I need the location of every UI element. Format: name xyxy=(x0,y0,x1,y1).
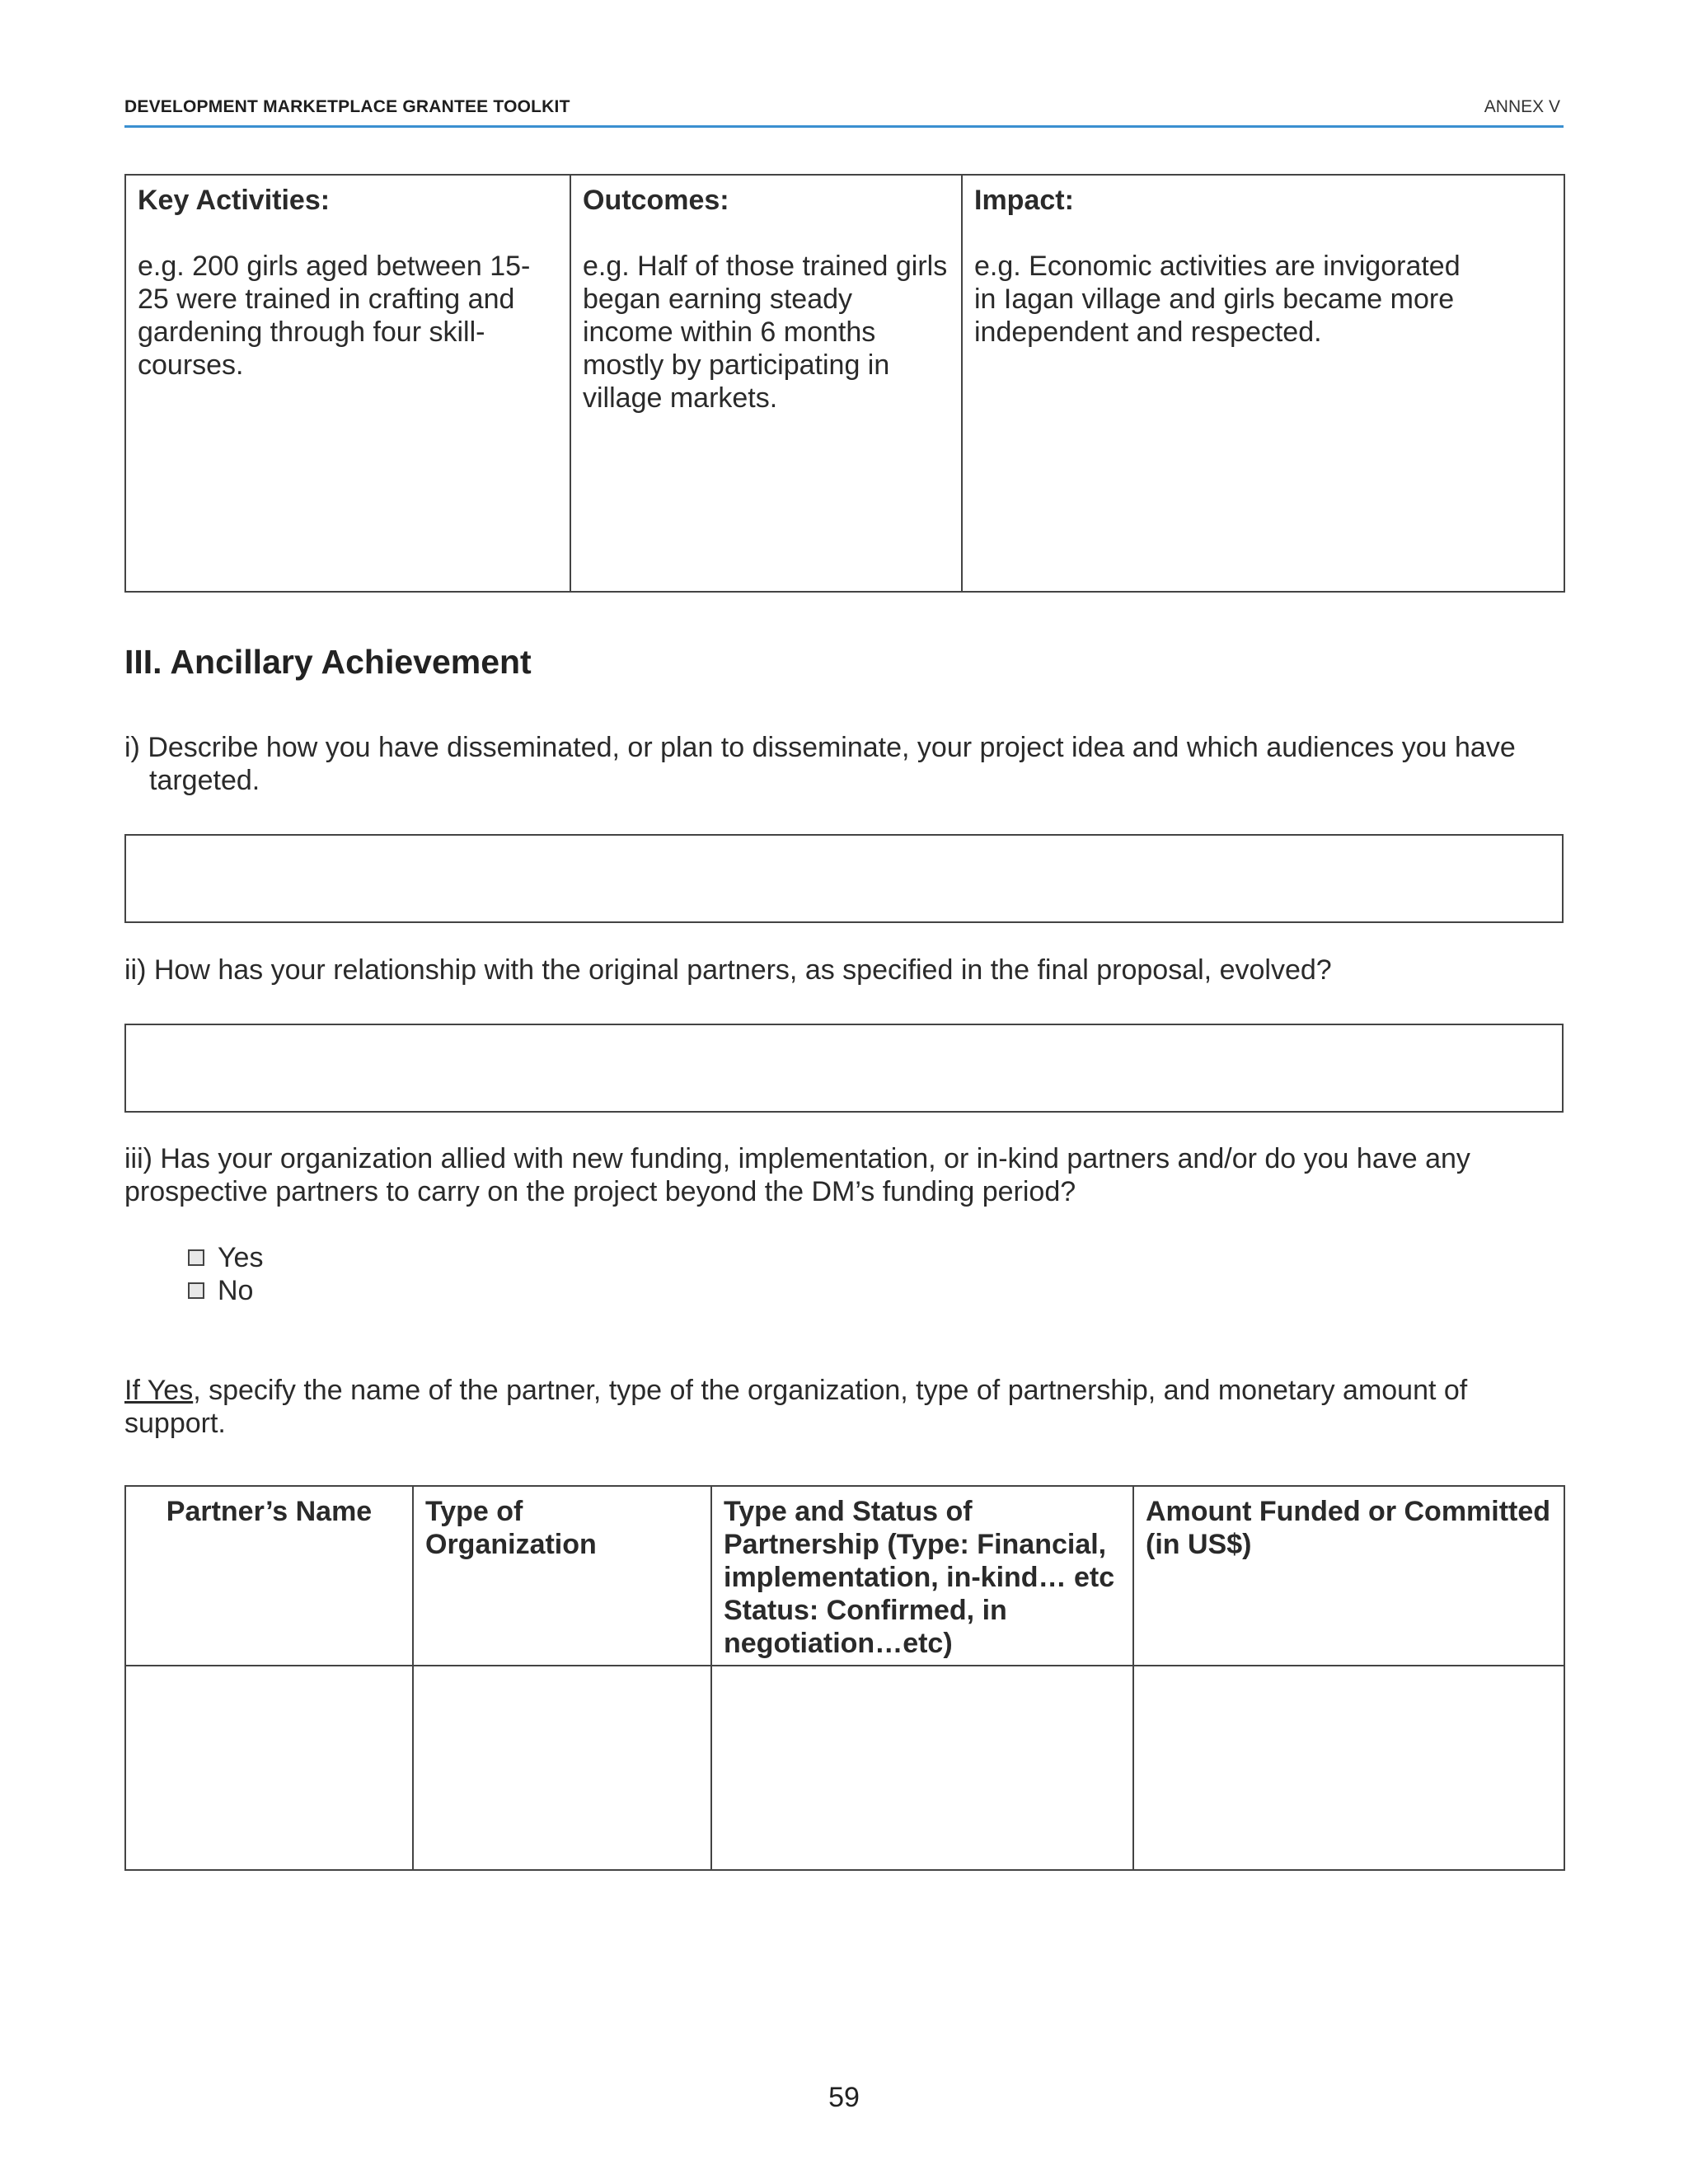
question-2: ii) How has your relationship with the original partners, as specified in the final proposal, evolved? xyxy=(124,954,1332,986)
if-yes-text: , specify the name of the partner, type of the organization, type of partnership, and monetary amount of support. xyxy=(124,1375,1468,1439)
outcomes-heading: Outcomes: xyxy=(583,185,729,216)
question-1 xyxy=(124,731,1564,797)
org-type-cell[interactable] xyxy=(413,1666,711,1870)
impact-example: e.g. Economic activities are invigorated in Iagan village and girls became more independent and respected. xyxy=(974,251,1461,348)
if-yes-label: If Yes xyxy=(124,1375,194,1406)
partners-header-row xyxy=(125,1486,1564,1666)
page-number: 59 xyxy=(828,2082,860,2113)
option-yes[interactable] xyxy=(188,1241,263,1274)
partner-name-header: Partner’s Name xyxy=(125,1486,413,1666)
key-activities-heading: Key Activities: xyxy=(138,185,331,216)
option-no[interactable] xyxy=(188,1274,253,1307)
question-1-continued: targeted. xyxy=(149,765,260,796)
section-title: III. Ancillary Achievement xyxy=(124,643,532,681)
partner-name-cell[interactable] xyxy=(125,1666,413,1870)
partners-table xyxy=(124,1485,1565,1871)
amount-cell[interactable] xyxy=(1133,1666,1564,1870)
question-1-text: i) Describe how you have disseminated, or plan to disseminate, your project idea and which audiences you have xyxy=(124,732,1516,763)
page-header xyxy=(124,94,1564,128)
header-annex: ANNEX V xyxy=(1484,97,1560,116)
key-activities-example: e.g. 200 girls aged between 15-25 were trained in crafting and gardening through four skill-courses. xyxy=(138,251,531,381)
results-table xyxy=(124,174,1565,593)
partnership-type-header: Type and Status of Partnership (Type: Financial, implementation, in-kind… etc Status: Confirmed, in negotiation…etc) xyxy=(711,1486,1133,1666)
yes-label: Yes xyxy=(218,1242,264,1273)
amount-header: Amount Funded or Committed (in US$) xyxy=(1133,1486,1564,1666)
impact-heading: Impact: xyxy=(974,185,1074,216)
answer-box-2[interactable] xyxy=(124,1024,1564,1113)
partnership-type-cell[interactable] xyxy=(711,1666,1133,1870)
answer-box-1[interactable] xyxy=(124,834,1564,923)
org-type-header: Type of Organization xyxy=(413,1486,711,1666)
header-title: DEVELOPMENT MARKETPLACE GRANTEE TOOLKIT xyxy=(124,97,570,116)
if-yes-instruction xyxy=(124,1374,1564,1440)
key-activities-cell[interactable] xyxy=(125,175,570,592)
outcomes-example: e.g. Half of those trained girls began earning steady income within 6 months mostly by participating in village markets. xyxy=(583,251,948,414)
no-label: No xyxy=(218,1275,254,1306)
no-checkbox[interactable] xyxy=(188,1282,204,1299)
yes-checkbox[interactable] xyxy=(188,1249,204,1266)
table-row xyxy=(125,1666,1564,1870)
outcomes-cell[interactable] xyxy=(570,175,962,592)
question-3: iii) Has your organization allied with new funding, implementation, or in-kind partners and/or do you have any prospective partners to carry on the project beyond the DM’s funding period? xyxy=(124,1143,1470,1207)
impact-cell[interactable] xyxy=(962,175,1564,592)
